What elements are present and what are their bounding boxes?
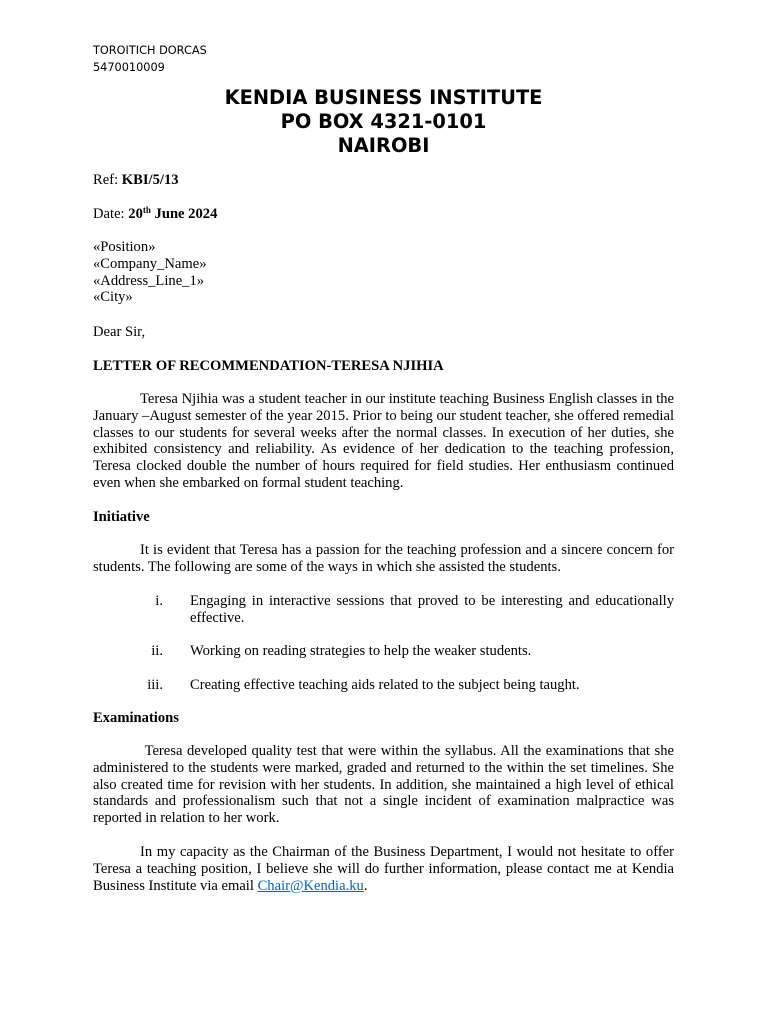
subject-line — [93, 358, 674, 375]
ref-label: Ref: — [93, 172, 119, 188]
list-number: i. — [155, 593, 163, 609]
initiative-heading-text: Initiative — [93, 509, 150, 525]
date-value — [128, 206, 217, 222]
recipient-city: «City» — [93, 289, 133, 306]
institute-header — [93, 86, 674, 158]
email-link[interactable]: Chair@Kendia.ku — [257, 877, 364, 894]
closing-paragraph — [93, 844, 674, 894]
recipient-company: «Company_Name» — [93, 255, 207, 272]
institute-name: KENDIA BUSINESS INSTITUTE — [224, 86, 543, 109]
date-rest: June 2024 — [154, 206, 218, 222]
institute-box: PO BOX 4321-0101 — [280, 110, 487, 133]
date-suffix: th — [142, 205, 151, 215]
ref-value: KBI/5/13 — [121, 172, 179, 188]
list-text: Creating effective teaching aids related to the subject being taught. — [190, 677, 580, 693]
closing-text: In my capacity as the Chairman of the Business Department, I would not hesitate to offer Teresa a teaching position, I believe she will do further information, please contact me at Kendia Business Institute via email — [93, 844, 674, 894]
list-number: iii. — [147, 677, 163, 693]
recipient-address — [93, 239, 674, 306]
institute-city: NAIROBI — [337, 134, 430, 157]
sender-id: 5470010009 — [93, 61, 165, 74]
list-text: Working on reading strategies to help the weaker students. — [190, 643, 532, 659]
reference-line — [93, 172, 674, 189]
date-day: 20 — [128, 206, 143, 222]
recipient-position: «Position» — [93, 239, 156, 255]
initiative-heading — [93, 509, 674, 526]
salutation: Dear Sir, — [93, 324, 146, 340]
sender-name: TOROITICH DORCAS — [93, 44, 207, 57]
date-label: Date: — [93, 206, 125, 222]
list-text: Engaging in interactive sessions that proved to be interesting and educationally effective. — [190, 593, 674, 626]
intro-paragraph: Teresa Njihia was a student teacher in our institute teaching Business English classes in the January –August semester of the year 2015. Prior to being our student teacher, she offered remedial classes to our students for several weeks after the normal classes. In execution of her duties, she exhibited consistency and reliability. As evidence of her dedication to the teaching profession, Teresa clocked double the number of hours required for field studies. Her enthusiasm continued even when she embarked on formal student teaching. — [93, 391, 674, 491]
examinations-heading-text: Examinations — [93, 710, 179, 726]
examinations-paragraph: Teresa developed quality test that were within the syllabus. All the examinations that she administered to the students were marked, graded and returned to the within the set timelines. She also created time for revision with her students. In addition, she maintained a high level of ethical standards and professionalism such that not a single incident of examination malpractice was reported in relation to her work. — [93, 743, 678, 827]
initiative-paragraph: It is evident that Teresa has a passion for the teaching profession and a sincere concern for students. The following are some of the ways in which she assisted the students. — [93, 542, 674, 575]
closing-end: . — [363, 877, 368, 894]
examinations-heading — [93, 710, 674, 727]
recipient-address-line: «Address_Line_1» — [93, 272, 205, 289]
sender-block — [93, 42, 207, 76]
subject-text: LETTER OF RECOMMENDATION-TERESA NJIHIA — [93, 358, 444, 374]
date-line — [93, 206, 674, 223]
list-number: ii. — [151, 643, 163, 659]
